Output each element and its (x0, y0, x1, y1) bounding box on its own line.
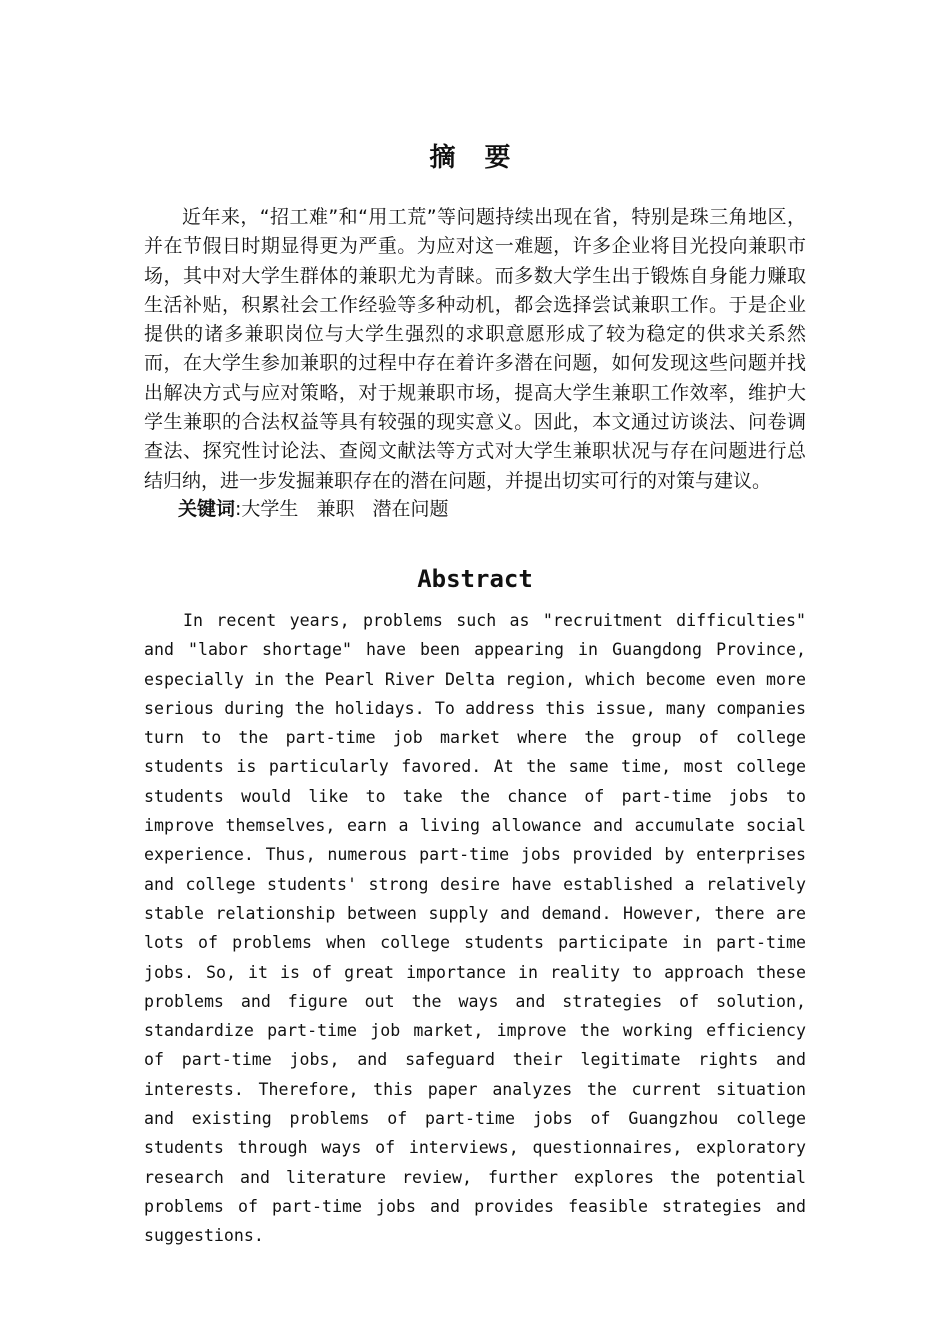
keyword-item: 兼职 (316, 498, 355, 520)
keyword-item: 潜在问题 (372, 498, 449, 520)
keywords-separator: : (235, 498, 242, 520)
chinese-keywords (178, 495, 466, 524)
keyword-item: 大学生 (241, 498, 299, 520)
chinese-abstract-body: 近年来，“招工难”和“用工荒”等问题持续出现在省，特别是珠三角地区，并在节假日时期显得更为严重。为应对这一难题，许多企业将目光投向兼职市场，其中对大学生群体的兼职尤为青睐。而多数大学生出于锻炼自身能力赚取生活补贴，积累社会工作经验等多种动机，都会选择尝试兼职工作。于是企业提供的诸多兼职岗位与大学生强烈的求职意愿形成了较为稳定的供求关系然而，在大学生参加兼职的过程中存在着许多潜在问题，如何发现这些问题并找出解决方式与应对策略，对于规兼职市场，提高大学生兼职工作效率，维护大学生兼职的合法权益等具有较强的现实意义。因此，本文通过访谈法、问卷调查法、探究性讨论法、查阅文献法等方式对大学生兼职状况与存在问题进行总结归纳，进一步发掘兼职存在的潜在问题，并提出切实可行的对策与建议。 (144, 206, 806, 492)
keywords-label: 关键词 (178, 498, 236, 520)
english-abstract-title: Abstract (417, 565, 533, 593)
chinese-abstract-title: 摘 要 (429, 143, 521, 173)
english-abstract-body: In recent years, problems such as "recruitment difficulties" and "labor shortage" have been appearing in Guangdong Province, especially in the Pearl River Delta region, which become even more serious during the holidays. To address this issue, many companies turn to the part-time job market where the group of college students is particularly favored. At the same time, most college students would like to take the chance of part-time jobs to improve themselves, earn a living allowance and accumulate social experience. Thus, numerous part-time jobs provided by enterprises and college students' strong desire have established a relatively stable relationship between supply and demand. However, there are lots of problems when college students participate in part-time jobs. So, it is of great importance in reality to approach these problems and figure out the ways and strategies of solution, standardize part-time job market, improve the working efficiency of part-time jobs, and safeguard their legitimate rights and interests. Therefore, this paper analyzes the current situation and existing problems of part-time jobs of Guangzhou college students through ways of interviews, questionnaires, exploratory research and literature review, further explores the potential problems of part-time jobs and provides feasible strategies and suggestions. (144, 611, 806, 1246)
